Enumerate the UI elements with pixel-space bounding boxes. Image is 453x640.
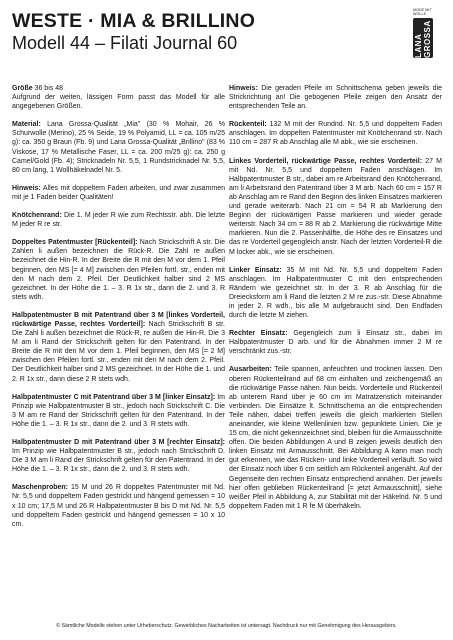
paragraph-back — [229, 120, 442, 147]
paragraph-pattern-c — [12, 393, 225, 429]
text-pattern-a: Nach Strickschrift A str. Die Zahlen li außen bezeichnen die Rück-R. Die Zahl re außen bezeichnet die Hin-R. In der Breite die R mit den M vor dem 1. Pfeil beginnen, den MS [= 4 M] zwischen den Pfeilen fortl. str., enden mit den M nach dem 2. Pfeil. Der Deutlichkeit halber sind 2 MS gezeichnet. In der Höhe die 1. – 3. R 1x str., dann die 2. und 3. R stets wdh. — [12, 239, 226, 301]
text-right-insert: Gegengleich zum li Einsatz str., dabei im Halbpatentmuster D arb. und für die Abnahmen immer 2 M re verschränkt zus.-str. — [229, 330, 442, 356]
page-title: WESTE · MIA & BRILLINO — [12, 10, 256, 32]
text-hint: Alles mit doppeltem Faden arbeiten, und zwar zusammen mit je 1 Faden beider Qualitäten! — [12, 184, 225, 201]
text-edge: Die 1. M jeder R wie zum Rechtsstr. abh. Die letzte M jeder R re str. — [12, 212, 225, 229]
logo-tagline: MODE MIT WOLLE — [413, 8, 432, 16]
text-fronts: 27 M mit Nd. Nr. 5,5 und doppeltem Faden anschlagen. Im Halbpatentmuster B str., dabei am re Arbeitsrand den Knötchenrand, am li Arbeitsrand den Patentrand über 3 M arb. Nach 60 cm = 157 R ab Anschlag am re Rand den Beginn des linken Einsatzes markieren und gerade weiterarb. Nach 21 cm = 54 R ab Markierung den Beginn der rückwärtigen Passe markieren und wieder gerade weiterstr. Nach 34 cm = 88 R ab 2. Markierung die rückwärtige Mitte markieren. Nun die 2. Passenhälfte, die Höhe des re Einsatzes und das re Vorderteil gegengleich anstr. Nach der letzten Vorderteil-R die M locker abk., wie sie erscheinen. — [229, 157, 442, 256]
label-fronts: Linkes Vorderteil, rückwärtige Passe, rechtes Vorderteil: — [229, 157, 423, 165]
label-pattern-d: Halbpatentmuster D mit Patentrand über 3 M [rechter Einsatz]: — [12, 439, 225, 446]
text-pattern-c: Im Prinzip wie Halbpatentmuster B str., jedoch nach Strickschrift C. Die 3 M am re Rand der Strickschrift gelten für den Patentrand. In der Höhe die 1. – 3. R 1x str., dann die 2. und 3. R stets wdh. — [12, 393, 225, 428]
label-hint: Hinweis: — [12, 184, 41, 192]
page-subtitle: Modell 44 – Filati Journal 60 — [12, 33, 238, 53]
left-column — [12, 84, 225, 538]
label-note: Hinweis: — [229, 85, 258, 92]
paragraph-pattern-d — [12, 438, 225, 474]
label-pattern-b: Halbpatentmuster B mit Patentrand über 3 M [linkes Vorderteil, rückwärtige Passe, rechtes Vorderteil]: — [12, 311, 225, 328]
label-gauge: Maschenproben: — [12, 484, 69, 492]
logo-brand-text: LANA GROSSA — [414, 20, 432, 58]
paragraph-note — [229, 84, 442, 111]
text-back: 132 M mit der Rundnd. Nr. 5,5 und doppeltem Faden anschlagen. Im doppelten Patentmuster mit Knötchenrand str. Nach 110 cm = 287 R ab Anschlag alle M abk., wie sie erscheinen. — [229, 121, 442, 147]
label-size: Größe — [12, 85, 33, 92]
text-material: Lana Grossa-Qualität „Mia" (30 % Mohair, 26 % Schurwolle (Merino), 25 % Seide, 19 % Polyamid, LL = ca. 105 m/25 g): ca. 350 g Braun (Fb. 9) und Lana Grossa-Qualität „Brillino" (83 % Viskose, 17 % Metallische Faser, LL = ca. 200 m/25 g): ca. 250 g Camel/Gold (Fb. 4); Stricknadeln Nr. 5,5, 1 Rundstricknadel Nr. 5,5, 80 cm lang, 1 Wollhäkelnadel Nr. 5. — [12, 121, 225, 174]
text-pattern-b: Nach Strickschrift B str. Die Zahl li außen bezeichnet die Rück-R, re außen die Hin-R. Die 3 M am li Rand der Strickschrift gelten für den Patentrand. In der Breite die R mit den M vor dem 1. Pfeil beginnen, den MS [= 2 M] zwischen den Pfeilen fortl. str., enden mit den M nach dem 2. Pfeil. Der Deutlichkeit halber sind 2 MS gezeichnet. In der Höhe die 1. und 2. R 1x str., dann diese 2 R stets wdh. — [12, 320, 225, 383]
brand-logo — [413, 8, 435, 66]
paragraph-hint — [12, 184, 225, 202]
paragraph-gauge — [12, 483, 225, 528]
paragraph-size — [12, 84, 225, 111]
label-edge: Knötchenrand: — [12, 212, 62, 220]
paragraph-material — [12, 120, 225, 175]
text-size: 36 bis 48 Aufgrund der weiten, lässigen Form passt das Modell für alle angegebenen Größen. — [12, 85, 225, 111]
label-pattern-c: Halbpatentmuster C mit Patentrand über 3 M [linker Einsatz]: — [12, 393, 216, 401]
logo-mark — [413, 18, 433, 58]
text-note: Die geraden Pfeile im Schnittschema geben jeweils die Strickrichtung an! Die gebogenen Pfeile zeigen den Ansatz der entsprechenden Teile an. — [229, 85, 442, 111]
paragraph-left-insert — [229, 266, 442, 321]
label-right-insert: Rechter Einsatz: — [229, 330, 288, 338]
text-pattern-d: Im Prinzip wie Halbpatentmuster B str., jedoch nach Strickschrift D. Die 3 M am li Rand der Strickschrift gelten für den Patentrand. In der Höhe die 1. – 3. R 1x str., dann die 2. und 3. R stets wdh. — [12, 448, 225, 474]
paragraph-pattern-a — [12, 238, 225, 302]
paragraph-right-insert — [229, 329, 442, 356]
label-left-insert: Linker Einsatz: — [229, 266, 282, 274]
paragraph-fronts — [229, 157, 442, 257]
text-finishing: Teile spannen, anfeuchten und trocknen lassen. Den oberen Rückenteilrand auf 68 cm einhalten und zeichengemäß an die rückwärtige Passe nähen. Nun beids. Vorderteile und Rückenteil ab unterem Rand über je 60 cm im Matratzenstich miteinander verbinden. Die Einsätze lt. Schnittschema an die entsprechenden Teile nähen, dabei treffen jeweils die gleich markierten Stellen aneinander, wie kleine Wellenlinien bzw. gepunktete Linien. Die je 15 cm, die nicht gekennzeichnet sind, bleiben für die Armausschnitte offen. Die beiden Abbildungen A und B zeigen jeweils deutlich den linken Einsatz mit Armausschnitt. Bei Abbildung A kann man noch gut erkennen, wie das Rücken- und linke Vorderteil verläuft. So wird der Einsatz noch über 6 cm seitlich am Rückenteil angenäht. Auf der Gegenseite den rechten Einsatz entsprechend annähen. Der jeweils hier offen geblieben Rückenteilrand [= jetzt Armausschnitt], siehe weißer Pfeil in Abbildung A, zur Stabilität mit der Häkelnd. Nr. 5 und doppeltem Faden mit 1 R fe M überhäkeln. — [229, 366, 442, 510]
paragraph-finishing — [229, 365, 442, 511]
header — [12, 10, 392, 54]
paragraph-edge — [12, 211, 225, 229]
label-pattern-a: Doppeltes Patentmuster [Rückenteil]: — [12, 239, 138, 247]
copyright-footer: © Sämtliche Modelle stehen unter Urheberschutz. Gewerbliches Nacharbeiten ist untersagt. Nachdruck nur mit Genehmigung des Herausgebers. — [56, 623, 397, 629]
label-material: Material: — [12, 121, 41, 129]
text-left-insert: 35 M mit Nd. Nr. 5,5 und doppeltem Faden anschlagen. Im Halbpatentmuster C mit den entsprechenden Rändern wie gezeichnet str. In der 3. R ab Anschlag für die Dreiecksform am li Rand die letzten 2 M re zus.-str. Diese Abnahme in jeder 2. R wdh., bis alle M aufgebraucht sind. Den Endfaden durch die letzte M ziehen. — [229, 266, 442, 320]
right-column — [229, 84, 442, 520]
text-gauge: 15 M und 26 R doppeltes Patentmuster mit Nd. Nr. 5,5 und doppeltem Faden gestrickt und hängend gemessen = 10 x 10 cm; 17,5 M und 26 R Halbpatentmuster B bis D mit Nd. Nr. 5,5 und doppeltem Faden gestrickt und hängend gemessen = 10 x 10 cm. — [12, 484, 225, 528]
label-back: Rückenteil: — [229, 121, 267, 129]
paragraph-pattern-b — [12, 311, 225, 384]
label-finishing: Ausarbeiten: — [229, 366, 272, 374]
